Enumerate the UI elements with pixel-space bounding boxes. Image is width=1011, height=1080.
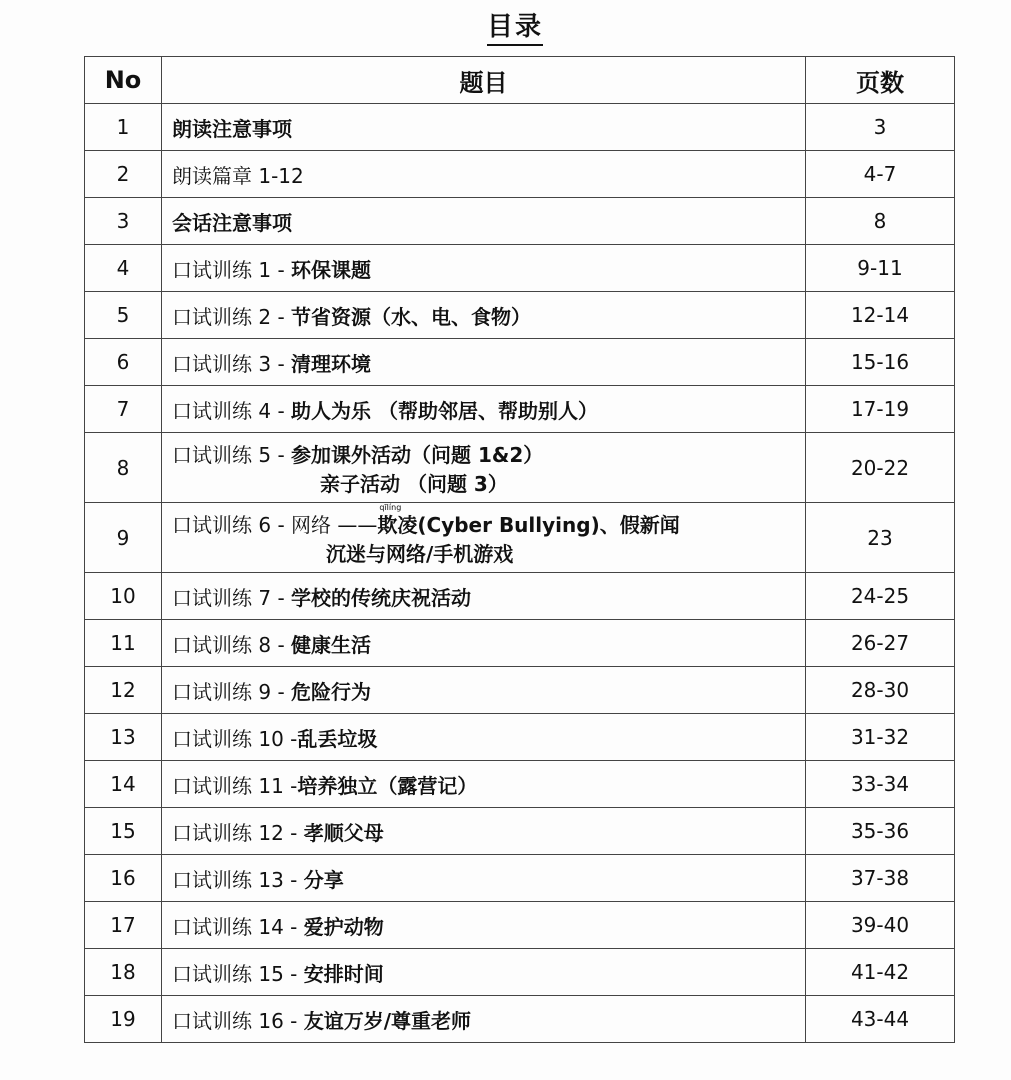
row-title: 清理环境 — [291, 351, 372, 376]
row-no: 13 — [85, 714, 162, 761]
row-topic — [162, 503, 806, 573]
row-title: 参加课外活动（问题 1&2） — [291, 442, 544, 467]
row-pages: 17-19 — [806, 386, 955, 433]
row-topic — [162, 386, 806, 433]
row-topic: 朗读注意事项 — [162, 104, 806, 151]
row-pages: 35-36 — [806, 808, 955, 855]
row-pages: 41-42 — [806, 949, 955, 996]
row-title: 助人为乐 （帮助邻居、帮助别人） — [291, 398, 598, 423]
row-pages: 33-34 — [806, 761, 955, 808]
row-title: 友谊万岁/尊重老师 — [303, 1008, 472, 1033]
row-prefix: 口试训练 13 - — [172, 867, 298, 892]
row-title: 分享 — [303, 867, 344, 892]
row-topic — [162, 996, 806, 1043]
row-topic — [162, 902, 806, 949]
table-row — [85, 620, 955, 667]
row-prefix: 口试训练 2 - — [172, 304, 285, 329]
table-row — [85, 198, 955, 245]
row-prefix: 口试训练 6 - — [172, 512, 285, 537]
row-pages: 24-25 — [806, 573, 955, 620]
row-no: 14 — [85, 761, 162, 808]
row-topic — [162, 714, 806, 761]
row-title: 爱护动物 — [303, 914, 384, 939]
table-row — [85, 386, 955, 433]
row-topic: 会话注意事项 — [162, 198, 806, 245]
pinyin-annotation: qīlíng — [379, 502, 402, 512]
table-row — [85, 104, 955, 151]
table-row — [85, 808, 955, 855]
table-row — [85, 433, 955, 503]
header-topic: 题目 — [162, 57, 806, 104]
table-row — [85, 855, 955, 902]
row-topic: 朗读篇章 1-12 — [162, 151, 806, 198]
row-topic — [162, 949, 806, 996]
header-pages: 页数 — [806, 57, 955, 104]
row-pages: 23 — [806, 503, 955, 573]
table-row — [85, 503, 955, 573]
row-title-annotated: qīlíng 欺凌 — [377, 502, 418, 537]
row-pages: 31-32 — [806, 714, 955, 761]
row-no: 10 — [85, 573, 162, 620]
row-prefix: 口试训练 12 - — [172, 820, 298, 845]
row-pages: 4-7 — [806, 151, 955, 198]
row-title: 学校的传统庆祝活动 — [291, 585, 472, 610]
row-prefix: 口试训练 11 - — [172, 773, 298, 798]
row-title: 安排时间 — [303, 961, 384, 986]
row-prefix: 口试训练 4 - — [172, 398, 285, 423]
row-title: 危险行为 — [291, 679, 372, 704]
row-title-line2: 亲子活动 （问题 3） — [320, 471, 508, 496]
table-row — [85, 949, 955, 996]
table-row — [85, 245, 955, 292]
row-no: 17 — [85, 902, 162, 949]
row-topic — [162, 573, 806, 620]
row-pages: 12-14 — [806, 292, 955, 339]
row-title: 环保课题 — [291, 257, 372, 282]
contents-table — [84, 56, 955, 1043]
row-pages: 39-40 — [806, 902, 955, 949]
row-pages: 26-27 — [806, 620, 955, 667]
row-topic — [162, 245, 806, 292]
table-row — [85, 761, 955, 808]
row-no: 16 — [85, 855, 162, 902]
row-pages: 37-38 — [806, 855, 955, 902]
row-title-c: (Cyber Bullying)、假新闻 — [417, 512, 680, 537]
row-pages: 20-22 — [806, 433, 955, 503]
table-row — [85, 667, 955, 714]
table-row — [85, 902, 955, 949]
table-row — [85, 339, 955, 386]
row-topic — [162, 433, 806, 503]
row-prefix: 口试训练 10 - — [172, 726, 298, 751]
table-row — [85, 151, 955, 198]
row-topic — [162, 761, 806, 808]
row-title: 节省资源（水、电、食物） — [291, 304, 532, 329]
table-row — [85, 714, 955, 761]
row-no: 5 — [85, 292, 162, 339]
row-topic — [162, 292, 806, 339]
row-pages: 15-16 — [806, 339, 955, 386]
row-no: 1 — [85, 104, 162, 151]
row-topic — [162, 339, 806, 386]
row-topic — [162, 855, 806, 902]
row-title-line2: 沉迷与网络/手机游戏 — [326, 541, 514, 566]
row-prefix: 口试训练 3 - — [172, 351, 285, 376]
row-topic — [162, 808, 806, 855]
table-row — [85, 996, 955, 1043]
row-no: 9 — [85, 503, 162, 573]
row-pages: 3 — [806, 104, 955, 151]
row-pages: 28-30 — [806, 667, 955, 714]
row-prefix: 口试训练 8 - — [172, 632, 285, 657]
row-title: 健康生活 — [291, 632, 372, 657]
row-title: 孝顺父母 — [303, 820, 384, 845]
row-no: 3 — [85, 198, 162, 245]
row-no: 7 — [85, 386, 162, 433]
row-pages: 9-11 — [806, 245, 955, 292]
table-row — [85, 292, 955, 339]
row-title: 培养独立（露营记） — [297, 773, 478, 798]
row-pages: 43-44 — [806, 996, 955, 1043]
row-no: 15 — [85, 808, 162, 855]
row-title-a: 网络 —— — [291, 512, 378, 537]
row-prefix: 口试训练 5 - — [172, 442, 285, 467]
table-header-row — [85, 57, 955, 104]
row-no: 2 — [85, 151, 162, 198]
row-prefix: 口试训练 1 - — [172, 257, 285, 282]
row-prefix: 口试训练 7 - — [172, 585, 285, 610]
row-topic — [162, 620, 806, 667]
row-no: 11 — [85, 620, 162, 667]
row-pages: 8 — [806, 198, 955, 245]
row-prefix: 口试训练 16 - — [172, 1008, 298, 1033]
page-title: 目录 — [0, 6, 1011, 43]
table-row — [85, 573, 955, 620]
row-prefix: 口试训练 15 - — [172, 961, 298, 986]
row-no: 6 — [85, 339, 162, 386]
row-prefix: 口试训练 9 - — [172, 679, 285, 704]
row-no: 18 — [85, 949, 162, 996]
row-no: 19 — [85, 996, 162, 1043]
row-no: 8 — [85, 433, 162, 503]
row-prefix: 口试训练 14 - — [172, 914, 298, 939]
row-topic — [162, 667, 806, 714]
row-title: 乱丢垃圾 — [297, 726, 378, 751]
header-no: No — [85, 57, 162, 104]
row-no: 4 — [85, 245, 162, 292]
row-no: 12 — [85, 667, 162, 714]
